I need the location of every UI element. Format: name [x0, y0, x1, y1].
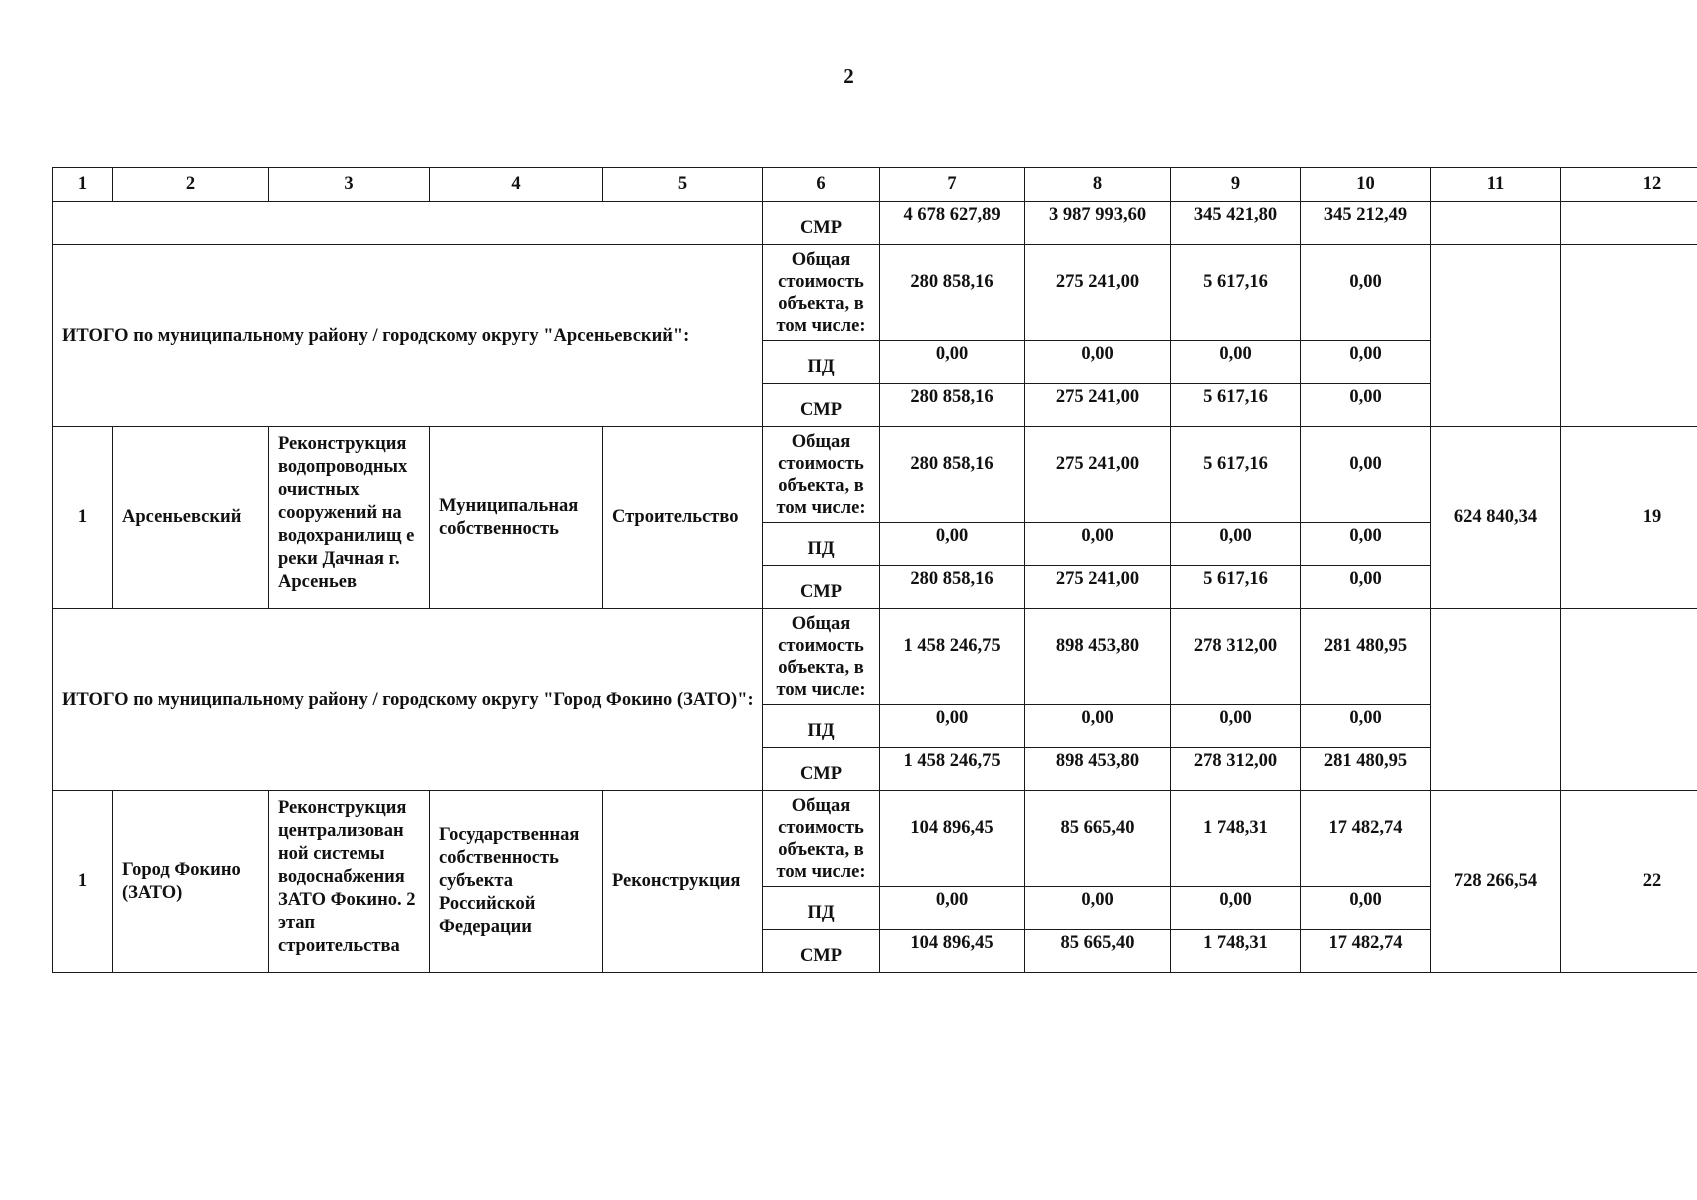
- column-header: 8: [1025, 168, 1171, 202]
- value-cell: 0,00: [880, 887, 1025, 930]
- work-type: Реконструкция: [603, 791, 763, 973]
- financing-table: [52, 167, 1697, 973]
- column-12-value: 19: [1561, 427, 1697, 609]
- cost-type-label: СМР: [763, 202, 880, 245]
- work-type: Строительство: [603, 427, 763, 609]
- column-header: 4: [430, 168, 603, 202]
- value-cell: 275 241,00: [1025, 427, 1171, 523]
- value-cell: 280 858,16: [880, 566, 1025, 609]
- value-cell: 104 896,45: [880, 930, 1025, 973]
- cost-type-label: СМР: [763, 566, 880, 609]
- value-cell: 280 858,16: [880, 245, 1025, 341]
- empty-cell: [1561, 202, 1697, 245]
- value-cell: 0,00: [1025, 523, 1171, 566]
- value-cell: 0,00: [880, 705, 1025, 748]
- object-row: [53, 427, 1697, 523]
- cost-type-label: Общая стоимость объекта, в том числе:: [763, 245, 880, 341]
- column-header: 2: [113, 168, 269, 202]
- object-name: Реконструкция централизован ной системы водоснабжения ЗАТО Фокино. 2 этап строительства: [269, 791, 430, 973]
- value-cell: 898 453,80: [1025, 609, 1171, 705]
- value-cell: 898 453,80: [1025, 748, 1171, 791]
- value-cell: 17 482,74: [1301, 791, 1431, 887]
- column-header: 1: [53, 168, 113, 202]
- value-cell: 0,00: [1301, 427, 1431, 523]
- cost-type-label: СМР: [763, 384, 880, 427]
- column-header: 10: [1301, 168, 1431, 202]
- value-cell: 0,00: [1301, 523, 1431, 566]
- district-name: Город Фокино (ЗАТО): [113, 791, 269, 973]
- column-12-value: 22: [1561, 791, 1697, 973]
- empty-cell: [1431, 245, 1561, 427]
- object-row: [53, 791, 1697, 887]
- value-cell: 5 617,16: [1171, 427, 1301, 523]
- value-cell: 345 212,49: [1301, 202, 1431, 245]
- value-cell: 280 858,16: [880, 427, 1025, 523]
- value-cell: 5 617,16: [1171, 384, 1301, 427]
- column-header: 9: [1171, 168, 1301, 202]
- ownership-type: Муниципальная собственность: [430, 427, 603, 609]
- cost-type-label: Общая стоимость объекта, в том числе:: [763, 427, 880, 523]
- value-cell: 278 312,00: [1171, 609, 1301, 705]
- value-cell: 345 421,80: [1171, 202, 1301, 245]
- object-name: Реконструкция водопроводных очистных сооружений на водохранилищ е реки Дачная г. Арсеньев: [269, 427, 430, 609]
- empty-cell: [1561, 609, 1697, 791]
- value-cell: 281 480,95: [1301, 609, 1431, 705]
- value-cell: 0,00: [1301, 245, 1431, 341]
- value-cell: 275 241,00: [1025, 384, 1171, 427]
- column-header: 6: [763, 168, 880, 202]
- group-total-row: [53, 609, 1697, 705]
- cost-type-label: ПД: [763, 523, 880, 566]
- value-cell: 0,00: [1171, 523, 1301, 566]
- object-number: 1: [53, 791, 113, 973]
- column-header: 5: [603, 168, 763, 202]
- value-cell: 0,00: [1025, 887, 1171, 930]
- value-cell: 281 480,95: [1301, 748, 1431, 791]
- column-number-row: [53, 168, 1697, 202]
- value-cell: 0,00: [880, 341, 1025, 384]
- value-cell: 1 458 246,75: [880, 609, 1025, 705]
- value-cell: 0,00: [1025, 705, 1171, 748]
- cost-type-label: Общая стоимость объекта, в том числе:: [763, 609, 880, 705]
- value-cell: 5 617,16: [1171, 245, 1301, 341]
- value-cell: 4 678 627,89: [880, 202, 1025, 245]
- value-cell: 1 748,31: [1171, 791, 1301, 887]
- value-cell: 280 858,16: [880, 384, 1025, 427]
- column-11-value: 728 266,54: [1431, 791, 1561, 973]
- cost-type-label: Общая стоимость объекта, в том числе:: [763, 791, 880, 887]
- group-total-title: ИТОГО по муниципальному району / городскому округу "Город Фокино (ЗАТО)":: [53, 609, 763, 791]
- value-cell: 5 617,16: [1171, 566, 1301, 609]
- page-number: 2: [843, 64, 854, 88]
- cost-type-label: ПД: [763, 705, 880, 748]
- value-cell: 0,00: [1301, 887, 1431, 930]
- value-cell: 85 665,40: [1025, 930, 1171, 973]
- carry-over-blank-cell: [53, 202, 763, 245]
- value-cell: 104 896,45: [880, 791, 1025, 887]
- value-cell: 0,00: [1025, 341, 1171, 384]
- carry-over-row: [53, 202, 1697, 245]
- value-cell: 0,00: [1171, 887, 1301, 930]
- value-cell: 0,00: [1301, 341, 1431, 384]
- value-cell: 1 458 246,75: [880, 748, 1025, 791]
- cost-type-label: СМР: [763, 930, 880, 973]
- value-cell: 275 241,00: [1025, 245, 1171, 341]
- value-cell: 0,00: [1301, 566, 1431, 609]
- column-header: 11: [1431, 168, 1561, 202]
- empty-cell: [1431, 609, 1561, 791]
- column-header: 12: [1561, 168, 1697, 202]
- column-header: 3: [269, 168, 430, 202]
- cost-type-label: ПД: [763, 887, 880, 930]
- empty-cell: [1431, 202, 1561, 245]
- group-total-row: [53, 245, 1697, 341]
- value-cell: 0,00: [1171, 341, 1301, 384]
- district-name: Арсеньевский: [113, 427, 269, 609]
- value-cell: 0,00: [1301, 705, 1431, 748]
- column-11-value: 624 840,34: [1431, 427, 1561, 609]
- cost-type-label: ПД: [763, 341, 880, 384]
- cost-type-label: СМР: [763, 748, 880, 791]
- object-number: 1: [53, 427, 113, 609]
- empty-cell: [1561, 245, 1697, 427]
- value-cell: 85 665,40: [1025, 791, 1171, 887]
- value-cell: 1 748,31: [1171, 930, 1301, 973]
- column-header: 7: [880, 168, 1025, 202]
- value-cell: 0,00: [1301, 384, 1431, 427]
- group-total-title: ИТОГО по муниципальному району / городскому округу "Арсеньевский":: [53, 245, 763, 427]
- value-cell: 3 987 993,60: [1025, 202, 1171, 245]
- value-cell: 278 312,00: [1171, 748, 1301, 791]
- value-cell: 275 241,00: [1025, 566, 1171, 609]
- value-cell: 0,00: [1171, 705, 1301, 748]
- value-cell: 17 482,74: [1301, 930, 1431, 973]
- ownership-type: Государственная собственность субъекта Российской Федерации: [430, 791, 603, 973]
- value-cell: 0,00: [880, 523, 1025, 566]
